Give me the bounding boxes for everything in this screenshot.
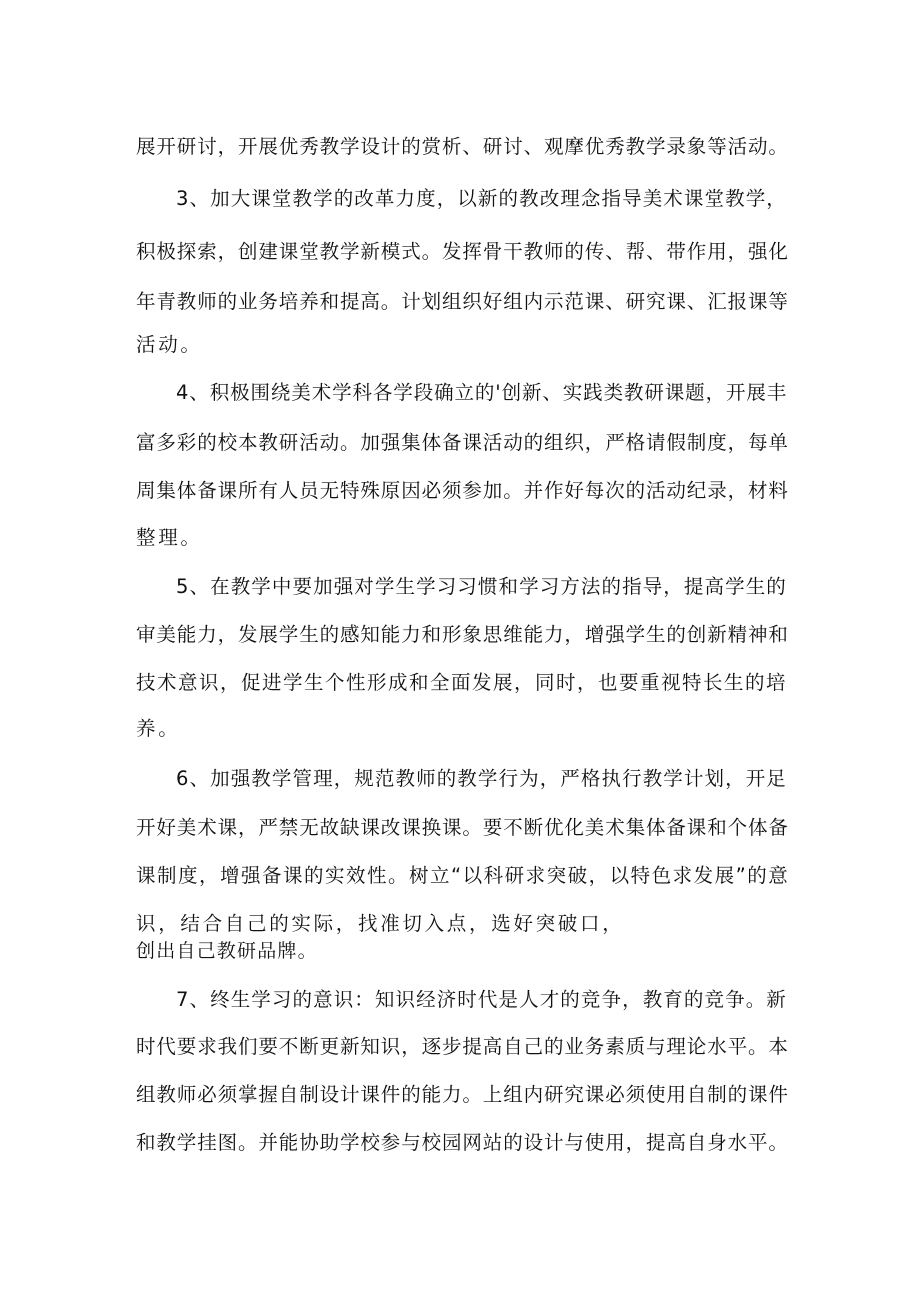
text-line: 开好美术课，严禁无故缺课改课换课。要不断优化美术集体备课和个体备 — [136, 816, 789, 839]
text-line: 积极探索，创建课堂教学新模式。发挥骨干教师的传、帮、带作用，强化 — [136, 240, 789, 263]
text-line: 5、在教学中要加强对学生学习习惯和学习方法的指导，提高学生的 — [176, 575, 787, 598]
text-line: 和教学挂图。并能协助学校参与校园网站的设计与使用，提高自身水平。 — [136, 1131, 789, 1154]
text-line: 展开研讨，开展优秀教学设计的赏析、研讨、观摩优秀教学录象等活动。 — [136, 135, 789, 158]
text-line: 组教师必须掌握自制设计课件的能力。上组内研究课必须使用自制的课件 — [136, 1083, 789, 1106]
text-line: 活动。 — [136, 333, 203, 356]
text-line: 7、终生学习的意识：知识经济时代是人才的竞争，教育的竞争。新 — [176, 988, 787, 1011]
text-line: 养。 — [136, 717, 181, 740]
text-line: 审美能力，发展学生的感知能力和形象思维能力，增强学生的创新精神和 — [136, 623, 789, 646]
text-line: 课制度，增强备课的实效性。树立“以科研求突破，以特色求发展”的意 — [136, 864, 790, 887]
text-line: 3、加大课堂教学的改革力度，以新的教改理念指导美术课堂教学， — [176, 187, 787, 210]
text-line: 时代要求我们要不断更新知识，逐步提高自己的业务素质与理论水平。本 — [136, 1035, 789, 1058]
text-line: 周集体备课所有人员无特殊原因必须参加。并作好每次的活动纪录，材料 — [136, 479, 789, 502]
text-line: 4、积极围绕美术学科各学段确立的'创新、实践类教研课题，开展丰 — [176, 381, 788, 404]
text-line: 识，结合自己的实际，找准切入点，选好突破口， — [136, 912, 625, 935]
text-line: 技术意识，促进学生个性形成和全面发展，同时，也要重视特长生的培 — [136, 671, 788, 694]
text-line: 6、加强教学管理，规范教师的教学行为，严格执行教学计划，开足 — [176, 767, 787, 790]
text-line: 创出自己教研品牌。 — [136, 940, 318, 962]
text-line: 年青教师的业务培养和提高。计划组织好组内示范课、研究课、汇报课等 — [136, 290, 789, 313]
text-line: 整理。 — [136, 526, 203, 549]
text-line: 富多彩的校本教研活动。加强集体备课活动的组织，严格请假制度，每单 — [136, 431, 789, 454]
